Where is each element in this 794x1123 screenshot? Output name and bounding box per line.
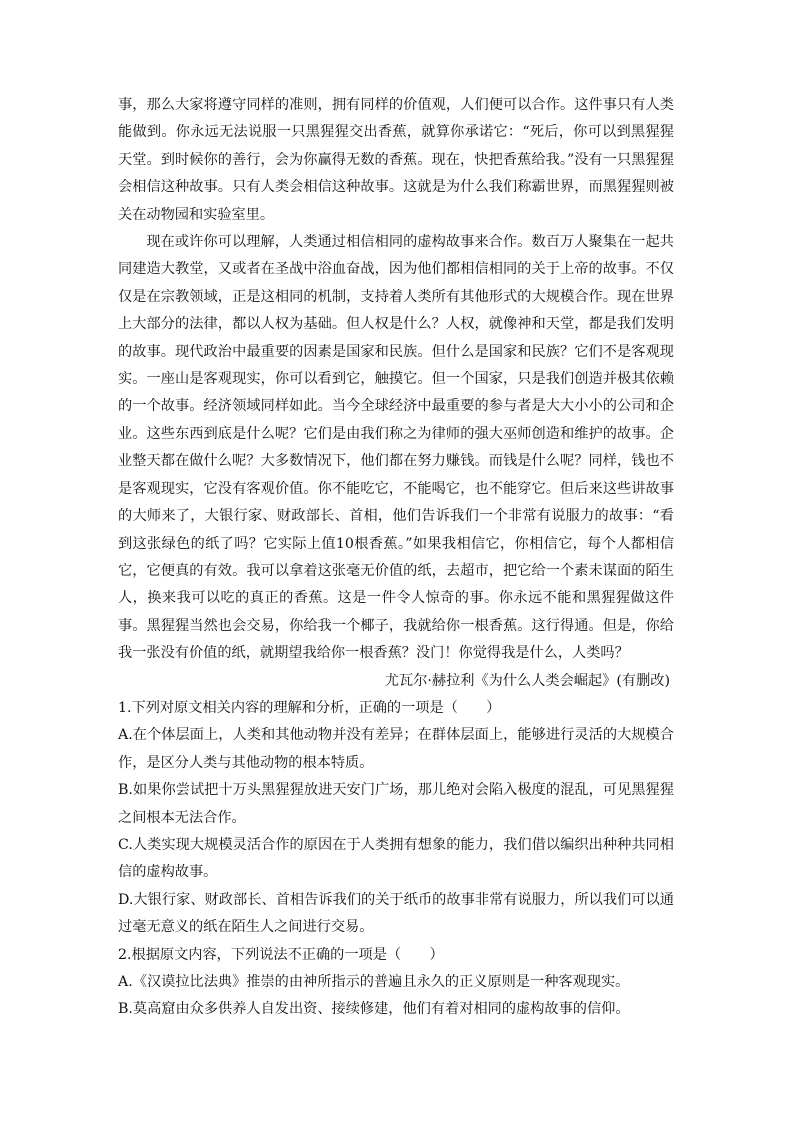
question-2-option-a: A.《汉谟拉比法典》推崇的由神所指示的普遍且永久的正义原则是一种客观现实。: [118, 974, 630, 990]
question-1-option-c: C.人类实现大规模灵活合作的原因在于人类拥有想象的能力，我们借以编织出种种共同相信的虚构故事。: [118, 836, 674, 881]
passage-paragraph-2: 现在或许你可以理解，人类通过相信相同的虚构故事来合作。数百万人聚集在一起共同建造大教堂，又或者在圣战中浴血奋战，因为他们都相信相同的关于上帝的故事。不仅仅是在宗教领域，正是这相同的机制，支持着人类所有其他形式的大规模合作。现在世界上大部分的法律，都以人权为基础。但人权是什么？人权，就像神和天堂，都是我们发明的故事。现代政治中最重要的因素是国家和民族。但什么是国家和民族？它们不是客观现实。一座山是客观现实，你可以看到它，触摸它。但一个国家，只是我们创造并极其依赖的一个故事。经济领域同样如此。当今全球经济中最重要的参与者是大大小小的公司和企业。这些东西到底是什么呢？它们是由我们称之为律师的强大巫师创造和维护的故事。企业整天都在做什么呢？大多数情况下，他们都在努力赚钱。而钱是什么呢？同样，钱也不是客观现实，它没有客观价值。你不能吃它，不能喝它，也不能穿它。但后来这些讲故事的大师来了，大银行家、财政部长、首相，他们告诉我们一个非常有说服力的故事：“看到这张绿色的纸了吗？它实际上值10根香蕉。”如果我相信它，你相信它，每个人都相信它，它便真的有效。我可以拿着这张毫无价值的纸，去超市，把它给一个素未谋面的陌生人，换来我可以吃的真正的香蕉。这是一件令人惊奇的事。你永远不能和黑猩猩做这件事。黑猩猩当然也会交易，你给我一个椰子，我就给你一根香蕉。这行得通。但是，你给我一张没有价值的纸，就期望我给你一根香蕉？没门！你觉得我是什么，人类吗？: [118, 234, 674, 662]
document-page: [118, 92, 674, 1024]
question-1-stem: 1.下列对原文相关内容的理解和分析，正确的一项是（ ）: [118, 699, 501, 716]
question-1-option-b: B.如果你尝试把十万头黑猩猩放进天安门广场，那儿绝对会陷入极度的混乱，可见黑猩猩之间根本无法合作。: [118, 782, 674, 826]
question-1: [118, 695, 674, 942]
question-2: [118, 942, 674, 1024]
question-1-option-a: A.在个体层面上，人类和其他动物并没有差异；在群体层面上，能够进行灵活的大规模合作，是区分人类与其他动物的根本特质。: [118, 727, 674, 771]
question-2-stem: 2.根据原文内容，下列说法不正确的一项是（ ）: [118, 946, 444, 963]
passage-attribution: 尤瓦尔·赫拉利《为什么人类会崛起》(有删改): [384, 672, 670, 689]
question-2-option-b: B.莫高窟由众多供养人自发出资、接续修建，他们有着对相同的虚构故事的信仰。: [118, 1001, 630, 1018]
question-1-option-d: D.大银行家、财政部长、首相告诉我们的关于纸币的故事非常有说服力，所以我们可以通过毫无意义的纸在陌生人之间进行交易。: [118, 891, 674, 936]
passage-paragraph-1: 事，那么大家将遵守同样的准则，拥有同样的价值观，人们便可以合作。这件事只有人类能做到。你永远无法说服一只黑猩猩交出香蕉，就算你承诺它：“死后，你可以到黑猩猩天堂。到时候你的善行，会为你赢得无数的香蕉。现在，快把香蕉给我。”没有一只黑猩猩会相信这种故事。只有人类会相信这种故事。这就是为什么我们称霸世界，而黑猩猩则被关在动物园和实验室里。: [118, 97, 674, 223]
